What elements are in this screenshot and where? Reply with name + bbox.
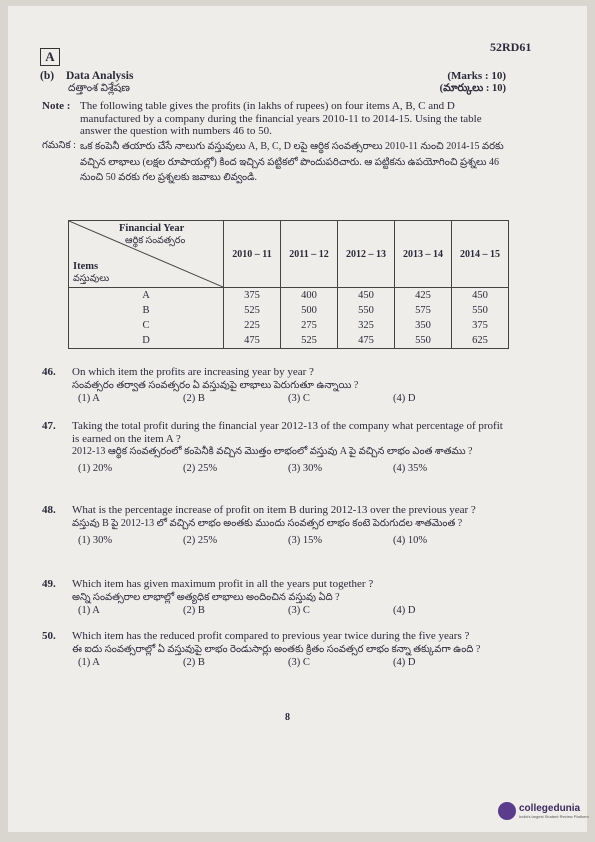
option: (2) B bbox=[183, 392, 205, 404]
profit-value: 450 bbox=[358, 290, 374, 301]
profit-value: 525 bbox=[244, 305, 260, 316]
note-label-telugu: గమనిక : bbox=[42, 140, 76, 151]
question-48 bbox=[42, 504, 512, 547]
option: (3) C bbox=[288, 392, 310, 404]
option: (2) B bbox=[183, 656, 205, 668]
table-row bbox=[69, 288, 509, 349]
marks-telugu: (మార్కులు : 10) bbox=[439, 83, 506, 94]
question-47 bbox=[42, 420, 512, 476]
question-number: 49. bbox=[42, 578, 56, 590]
year-values-cell bbox=[338, 288, 395, 349]
profit-value: 550 bbox=[472, 305, 488, 316]
profit-value: 525 bbox=[301, 335, 317, 346]
profit-value: 575 bbox=[415, 305, 431, 316]
profit-value: 375 bbox=[472, 320, 488, 331]
table-header-row bbox=[69, 221, 509, 288]
option: (4) D bbox=[393, 392, 416, 404]
financial-year-label-telugu: ఆర్థిక సంవత్సరం bbox=[125, 236, 186, 246]
question-text-telugu: సంవత్సరం తర్వాత సంవత్సరం ఏ వస్తువుపై లాభాలు పెరుగుతూ ఉన్నాయి ? bbox=[72, 379, 359, 391]
student-avatar-icon bbox=[498, 802, 516, 820]
profit-value: 625 bbox=[472, 335, 488, 346]
year-header: 2010 – 11 bbox=[224, 221, 281, 288]
option: (2) 25% bbox=[183, 534, 218, 546]
option: (3) 30% bbox=[288, 463, 323, 474]
section-title-telugu: దత్తాంశ విశ్లేషణ bbox=[68, 83, 130, 94]
note-text-telugu: ఒక కంపెనీ తయారు చేసే నాలుగు వస్తువులు A, B, C, D లపై ఆర్థిక సంవత్సరాలు 2010-11 నుంచి 2014-15 వరకు వచ్చిన లాభాలు (లక్షల రూపాయల్లో) కింద ఇచ్చిన పట్టికలో పొందుపరిచారు. ఆ పట్టికను ఉపయోగించి ప్రశ్నలు 46 నుంచి 50 వరకు గల ప్రశ్నలకు జవాబు లివ్వండి. bbox=[80, 141, 504, 183]
note-text: The following table gives the profits (in lakhs of rupees) on four items A, B, C and D manufactured by a company during the financial years 2010-11 to 2014-15. Using the table answer the question with numbers 46 to 50. bbox=[80, 100, 482, 138]
question-text-telugu: 2012-13 ఆర్థిక సంవత్సరంలో కంపెనీకి వచ్చిన మొత్తం లాభంలో వస్తువు A పై వచ్చిన లాభం ఎంత శాతము ? bbox=[72, 446, 473, 457]
table-corner-cell bbox=[69, 221, 224, 288]
year-header: 2014 – 15 bbox=[452, 221, 509, 288]
profit-value: 550 bbox=[358, 305, 374, 316]
year-header: 2013 – 14 bbox=[395, 221, 452, 288]
profit-value: 275 bbox=[301, 320, 317, 331]
items-label-telugu: వస్తువులు bbox=[73, 274, 110, 284]
question-text: Which item has the reduced profit compared to previous year twice during the five years ? bbox=[72, 630, 470, 642]
page-number: 8 bbox=[285, 712, 290, 723]
item-name: A bbox=[142, 290, 150, 301]
profit-value: 550 bbox=[415, 335, 431, 346]
profit-value: 475 bbox=[358, 335, 374, 346]
option: (4) D bbox=[393, 604, 416, 616]
section-box: A bbox=[40, 48, 60, 66]
question-50 bbox=[42, 630, 512, 669]
year-values-cell bbox=[224, 288, 281, 349]
options bbox=[78, 657, 512, 670]
year-values-cell bbox=[281, 288, 338, 349]
financial-year-label: Financial Year bbox=[119, 223, 185, 234]
options bbox=[78, 463, 512, 476]
paper-code: 52RD61 bbox=[490, 40, 532, 54]
profit-value: 325 bbox=[358, 320, 374, 331]
question-46 bbox=[42, 366, 512, 405]
option: (4) D bbox=[393, 656, 416, 668]
profit-value: 350 bbox=[415, 320, 431, 331]
option: (4) 10% bbox=[393, 534, 428, 546]
option: (2) 25% bbox=[183, 463, 218, 474]
option: (1) A bbox=[78, 604, 100, 616]
question-text: Which item has given maximum profit in all the years put together ? bbox=[72, 578, 374, 590]
items-label: Items bbox=[73, 261, 99, 272]
note-label: Note : bbox=[42, 100, 71, 112]
option: (1) 20% bbox=[78, 463, 113, 474]
watermark-logo bbox=[498, 802, 589, 820]
watermark-brand: collegedunia bbox=[519, 803, 581, 814]
question-number: 48. bbox=[42, 504, 56, 516]
profit-value: 500 bbox=[301, 305, 317, 316]
item-name: C bbox=[142, 320, 150, 331]
profit-value: 400 bbox=[301, 290, 317, 301]
marks: (Marks : 10) bbox=[447, 70, 506, 82]
watermark-tagline: India's largest Student Review Platform bbox=[519, 814, 589, 819]
question-text-telugu: అన్ని సంవత్సరాల లాభాల్లో అత్యధిక లాభాలు అందించిన వస్తువు ఏది ? bbox=[72, 591, 340, 603]
option: (4) 35% bbox=[393, 463, 428, 474]
question-text: Taking the total profit during the financial year 2012-13 of the company what percentage of profit is earned on the item A ? bbox=[72, 420, 503, 445]
profit-value: 475 bbox=[244, 335, 260, 346]
item-name: B bbox=[142, 305, 150, 316]
year-header: 2012 – 13 bbox=[338, 221, 395, 288]
option: (2) B bbox=[183, 604, 205, 616]
profit-value: 375 bbox=[244, 290, 260, 301]
option: (3) 15% bbox=[288, 534, 323, 546]
options bbox=[78, 605, 512, 618]
option: (1) 30% bbox=[78, 534, 113, 546]
section-number: (b) bbox=[40, 70, 55, 82]
question-text: What is the percentage increase of profit on item B during 2012-13 over the previous year ? bbox=[72, 504, 476, 516]
section-title: Data Analysis bbox=[66, 70, 134, 82]
profit-value: 225 bbox=[244, 320, 260, 331]
option: (1) A bbox=[78, 656, 100, 668]
question-number: 50. bbox=[42, 630, 56, 642]
question-text-telugu: వస్తువు B పై 2012-13 లో వచ్చిన లాభం అంతకు ముందు సంవత్సర లాభం కంటె పెరుగుదల శాతమెంత ? bbox=[72, 517, 463, 529]
option: (3) C bbox=[288, 656, 310, 668]
year-values-cell bbox=[395, 288, 452, 349]
item-name: D bbox=[142, 335, 150, 346]
options bbox=[78, 535, 512, 548]
option: (3) C bbox=[288, 604, 310, 616]
question-number: 46. bbox=[42, 366, 56, 378]
profit-table bbox=[68, 220, 509, 349]
profit-value: 450 bbox=[472, 290, 488, 301]
question-number: 47. bbox=[42, 420, 56, 432]
option: (1) A bbox=[78, 392, 100, 404]
section-header bbox=[40, 70, 133, 82]
question-text-telugu: ఈ ఐదు సంవత్సరాల్లో ఏ వస్తువుపై లాభం రెండుసార్లు అంతకు క్రితం సంవత్సర లాభం కన్నా తక్కువగా ఉంది ? bbox=[72, 643, 481, 655]
item-names-cell bbox=[69, 288, 224, 349]
profit-value: 425 bbox=[415, 290, 431, 301]
question-text: On which item the profits are increasing year by year ? bbox=[72, 366, 314, 378]
question-49 bbox=[42, 578, 512, 617]
year-header: 2011 – 12 bbox=[281, 221, 338, 288]
year-values-cell bbox=[452, 288, 509, 349]
options bbox=[78, 393, 512, 406]
